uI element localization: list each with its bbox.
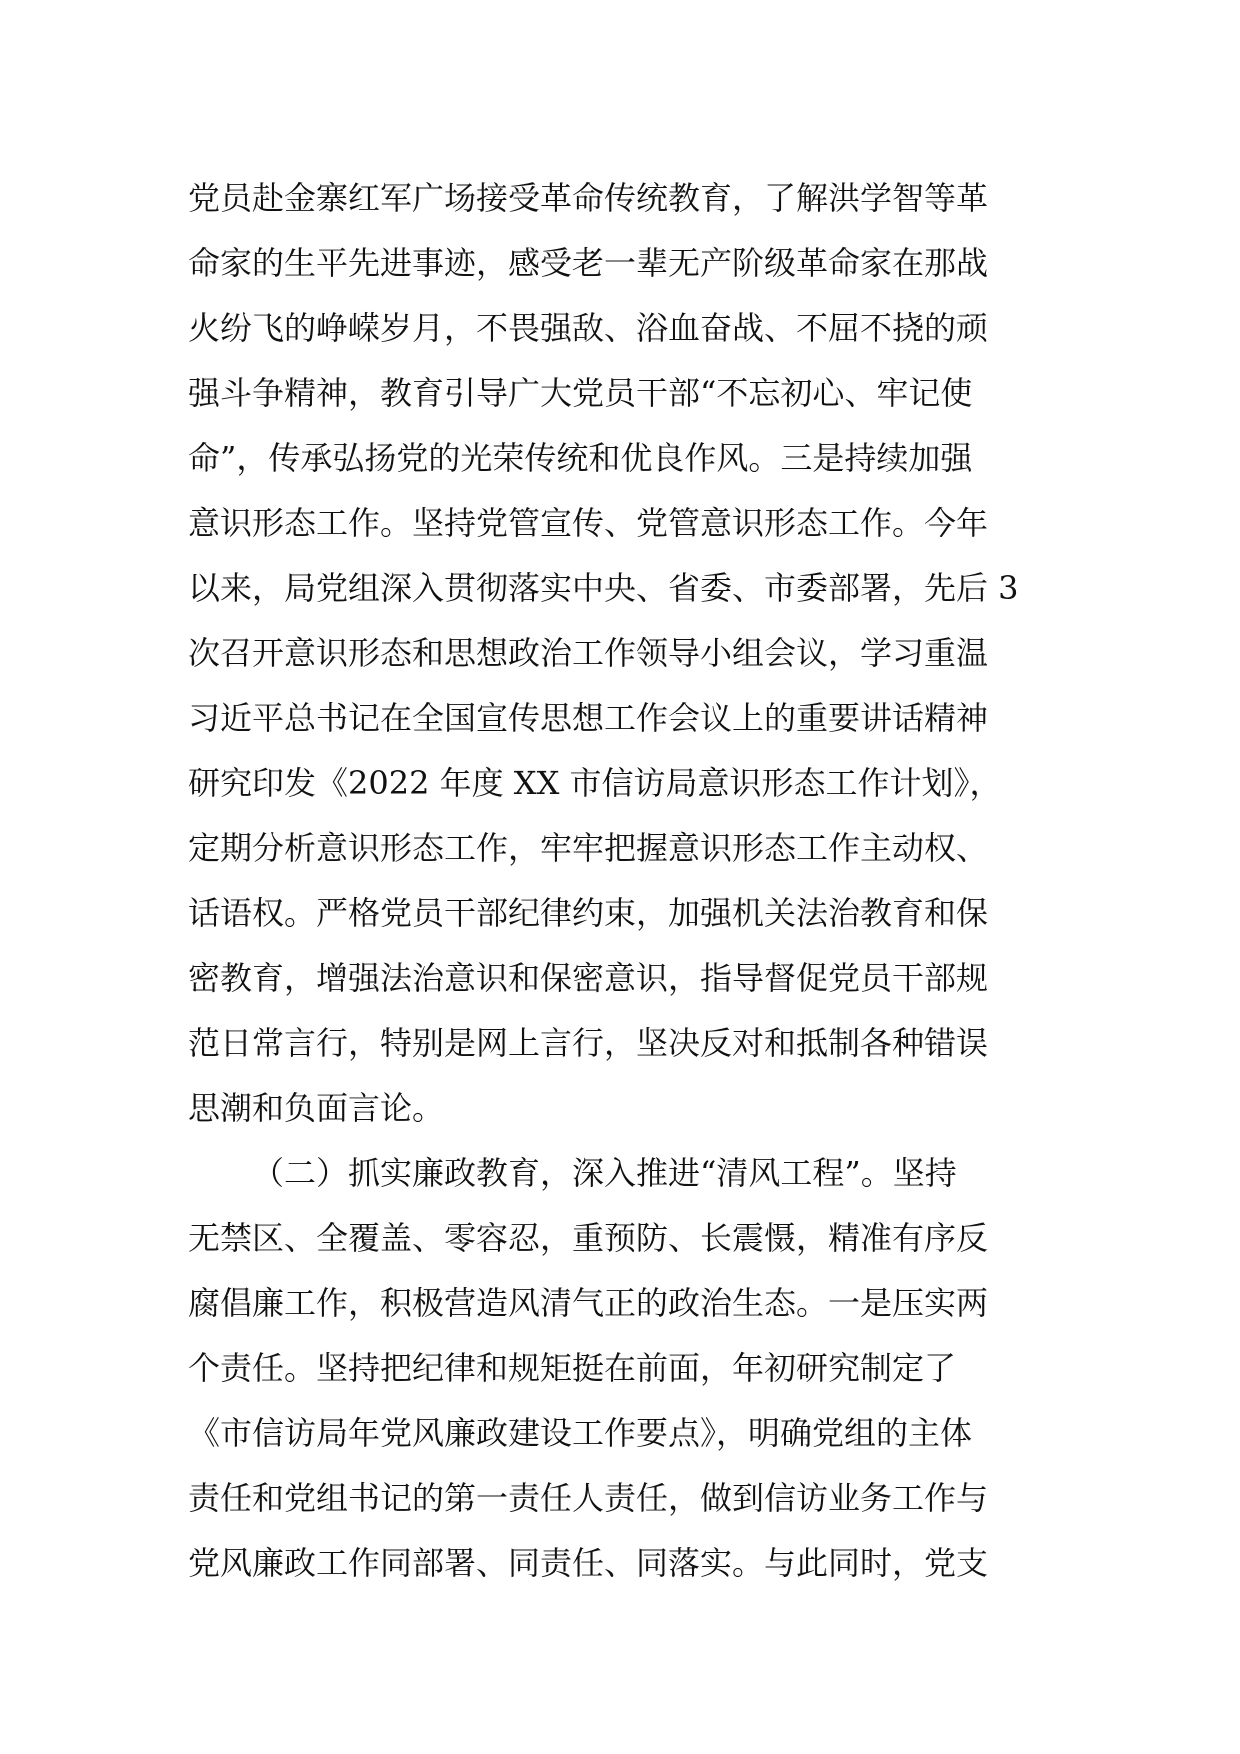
text-line: 命家的生平先进事迹，感受老一辈无产阶级革命家在那战 — [188, 244, 989, 282]
text-line: 党员赴金寨红军广场接受革命传统教育，了解洪学智等革 — [188, 179, 989, 217]
text-line: 以来，局党组深入贯彻落实中央、省委、市委部署，先后 3 — [188, 569, 1019, 607]
text-line: 定期分析意识形态工作，牢牢把握意识形态工作主动权、 — [188, 829, 989, 867]
text-line: 火纷飞的峥嵘岁月，不畏强敌、浴血奋战、不屈不挠的顽 — [188, 309, 989, 347]
text-line: 次召开意识形态和思想政治工作领导小组会议，学习重温 — [188, 634, 989, 672]
text-line: 《市信访局年党风廉政建设工作要点》，明确党组的主体 — [188, 1414, 973, 1452]
text-line: 腐倡廉工作，积极营造风清气正的政治生态。一是压实两 — [188, 1284, 989, 1322]
text-line: 意识形态工作。坚持党管宣传、党管意识形态工作。今年 — [188, 504, 989, 542]
text-line: 党风廉政工作同部署、同责任、同落实。与此同时，党支 — [188, 1544, 989, 1582]
text-line: 密教育，增强法治意识和保密意识，指导督促党员干部规 — [188, 959, 989, 997]
section-heading-line: （二）抓实廉政教育，深入推进“清风工程”。坚持 — [252, 1154, 957, 1192]
text-line: 命”，传承弘扬党的光荣传统和优良作风。三是持续加强 — [188, 439, 973, 477]
text-line: 话语权。严格党员干部纪律约束，加强机关法治教育和保 — [188, 894, 989, 932]
text-line: 责任和党组书记的第一责任人责任，做到信访业务工作与 — [188, 1479, 989, 1517]
text-line: 习近平总书记在全国宣传思想工作会议上的重要讲话精神 — [188, 699, 989, 737]
text-line: 无禁区、全覆盖、零容忍，重预防、长震慑，精准有序反 — [188, 1219, 989, 1257]
text-line: 思潮和负面言论。 — [188, 1089, 445, 1127]
text-line: 研究印发《2022 年度 XX 市信访局意识形态工作计划》， — [188, 764, 1002, 802]
text-line: 强斗争精神，教育引导广大党员干部“不忘初心、牢记使 — [188, 374, 973, 412]
text-line: 范日常言行，特别是网上言行，坚决反对和抵制各种错误 — [188, 1024, 989, 1062]
text-line: 个责任。坚持把纪律和规矩挺在前面，年初研究制定了 — [188, 1349, 957, 1387]
body-text — [188, 166, 1068, 1596]
